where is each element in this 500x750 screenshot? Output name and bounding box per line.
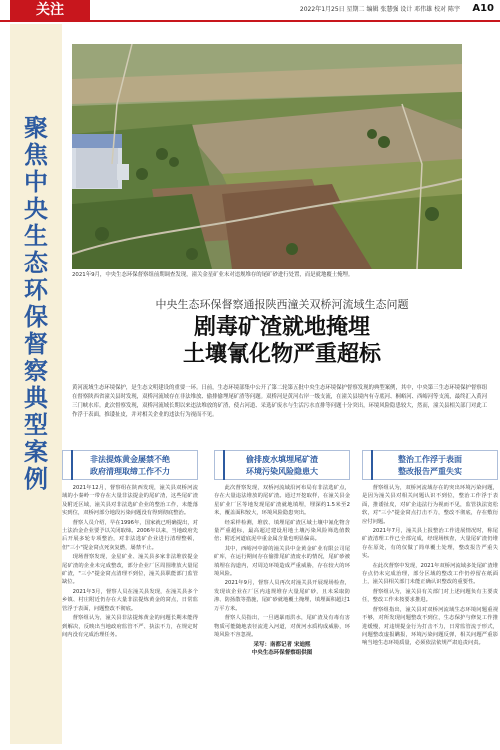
byline-photo-credit: 中央生态环保督察组供图 [251,650,313,657]
side-panel [10,24,62,744]
column-3 [362,450,498,649]
byline [214,641,350,657]
article-kicker: 中央生态环保督察通报陕西潼关双桥河流域生态问题 [155,298,409,311]
paragraph: 督察组指出，潼关县对双桥河流域生态环境问题重视不够，对所发现问题整改不到位，生态保护与修复工作推进缓慢，对违规提金行为打击不力，日常监管流于形式，问题整改虚报瞒报，环境污染问题反弹，相关问题严重影响当地生态环境质量，必须依法依规严肃追责问责。 [362,606,498,647]
paragraph: 督察组认为，潼关县有关部门对上述问题负有主要责任，整改工作未按要求推进。 [362,588,498,604]
header-meta: 2022年1月25日 星期二 编辑 张慧强 设计 邓伟雄 校对 陈宇 [299,6,460,13]
subhead-line-2: 整改报告严重失实 [398,467,462,476]
aerial-photo-illustration [72,44,462,269]
photo-caption: 2021年9月，中央生态环保督察组前期调查发现，潼关金星矿业未对违规堆存的尾矿砂进行处置，而是就地覆土掩埋。 [72,272,354,278]
column-1 [62,450,198,640]
paragraph: 督察组认为，潼关县非法提炼黄金的问题长期未能得到解决，反映出当地政府监管不严、执法不力，在规定时间内没有完成治理任务。 [62,615,198,638]
page-number: A10 [472,3,494,14]
byline-author: 采写：南都记者 宋迪熙 [253,642,311,649]
paragraph: 其中，西峪河中游的潼关县中金黄金矿业有限公司尾矿库，在运行期间存在偷排尾矿渣废水的情况，尾矿砂被填埋在沟道内，对周边环境造成严重威胁，存在较大的环境风险。 [214,545,350,578]
subhead-line-2: 环境污染风险隐患大 [246,467,318,476]
column-2 [214,450,350,657]
paragraph: 经采样检测，堆放、填埋尾矿渣区域土壤中氰化物含量严重超标，最高超过建设用地土壤污染风险筛选值数倍；附近河道底泥中重金属含量也明显偏高。 [214,519,350,543]
paragraph: 2021年12月，督察组在陕西发现，潼关县双桥河流域的小秦岭一带存在大量非法提金的尾矿渣，这些尾矿渣及附近区域，潼关县对非法选矿企业的整治工作，未能落实到位，双桥河部分地段污染问题没有得到彻底整治。 [62,485,198,517]
paragraph: 督察人员指出，一旦遇暴雨洪水，尾矿渣及有毒有害物质可能随地表径流进入河道，对黄河水质构成威胁，环境风险不容忽视。 [214,615,350,638]
paragraph: 此次督察发现，双桥河流域沿河布局有非法选矿点，存在大量违法堆放的尾矿渣。通过开挖取样，在潼关县金星矿业厂区等地发现尾矿渣就地填埋，埋深约1.5米至2米，覆盖面积较大，环境风险隐患突出。 [214,485,350,517]
column-subhead [362,450,498,480]
column-body [214,484,350,639]
section-tag: 关注 [10,0,90,20]
subhead-line-1: 整治工作浮于表面 [398,455,462,464]
paragraph: 督察组认为，双桥河流域存在的突出环境污染问题，是因为潼关县对相关问题认识不到位，整治工作浮于表面，推诿扯皮，对矿企违法行为视而不见，监管执法宽松软，对"三小"提金窝点打击不力，整改不彻底，存在敷衍应付问题。 [362,485,498,525]
article-headline [72,314,492,368]
column-body [62,484,198,639]
headline-line-1: 剧毒矿渣就地掩埋 [193,315,370,340]
paragraph: 督察人员介绍，早在1996年，国家就已明确提出，对土法冶金企业要予以关闭取缔。2006年以来，当地政府先后开展多轮专项整治，对非法选矿企业进行清理整顿，但"三小"提金窝点死灰复燃，屡禁不止。 [62,519,198,551]
subhead-line-1: 非法提炼黄金屡禁不绝 [90,455,170,464]
aerial-photo [72,44,462,269]
column-subhead [62,450,198,480]
subhead-accent-bar [71,450,73,480]
series-title: 聚焦中央生态环保督察典型案例 [24,113,48,493]
article-lead: 黄河流域生态环境保护，是生态文明建设的重要一环。日前，生态环境部集中公开了第二轮第五批中央生态环境保护督察发现的典型案例，其中，中央第三生态环境保护督察组在督察陕西省潼关县时发现，双桥河流域存在非法堆放、偷排偷埋尾矿渣等问题。双桥河是黄河右岸一级支流，在潼关县境内有寺底河、桐峪河、西峪河等支流，最终汇入黄河三门峡水库。此次督察发现，双桥河流域长期以来违法堆放的矿渣，使占河道、采选矿废水与生活污水直排等问题十分突出，环境风险隐患较大，然而，潼关县相关部门对此工作浮于表面，推诿扯皮，并对相关企业的违法行为视而不见。 [72,385,488,418]
subhead-line-1: 偷排废水填埋尾矿渣 [246,455,318,464]
page-header [0,0,500,20]
paragraph: 2021年7月，潼关县上报整治工作进展情况时，称尾矿渣清理工作已全部完成，经现场核查，大量尾矿渣仍堆存在原处，有的仅做了简单覆土处理，整改报告严重失实。 [362,528,498,560]
subhead-accent-bar [223,450,225,480]
paragraph: 现场督察发现，金星矿业、潼关县多家非法堆放提金尾矿渣的企业未完成整改，部分企业厂区周围堆放大量尾矿渣，"三小"提金窝点清理不到位，潼关县职能部门监管缺位。 [62,554,198,586]
paragraph: 2021年3月，督察人员在潼关县发现，在潼关县多个乡镇、村庄附近仍存在大量非法提炼黄金的窝点，日常监管浮于表面，问题整改不彻底。 [62,588,198,612]
headline-line-2: 土壤氰化物严重超标 [182,342,381,367]
subhead-accent-bar [371,450,373,480]
column-body [362,484,498,648]
column-subhead [214,450,350,480]
subhead-line-2: 政府清理取缔工作不力 [90,467,170,476]
paragraph: 在此次督察中发现，2021年双桥河流域多处尾矿渣堆存点仍未完成治理，部分区域的整改工作仍停留在纸面上，潼关县相关部门未能正确认识整改的重要性。 [362,562,498,586]
paragraph: 2021年9月，督察人员再次对潼关县开展现场检查，发现该企业在厂区内违规堆存大量尾矿砂，且未采取防渗、防扬散等措施，尾矿砂就地覆土掩埋，填埋面积超过1万平方米。 [214,580,350,612]
header-rule [0,20,500,22]
